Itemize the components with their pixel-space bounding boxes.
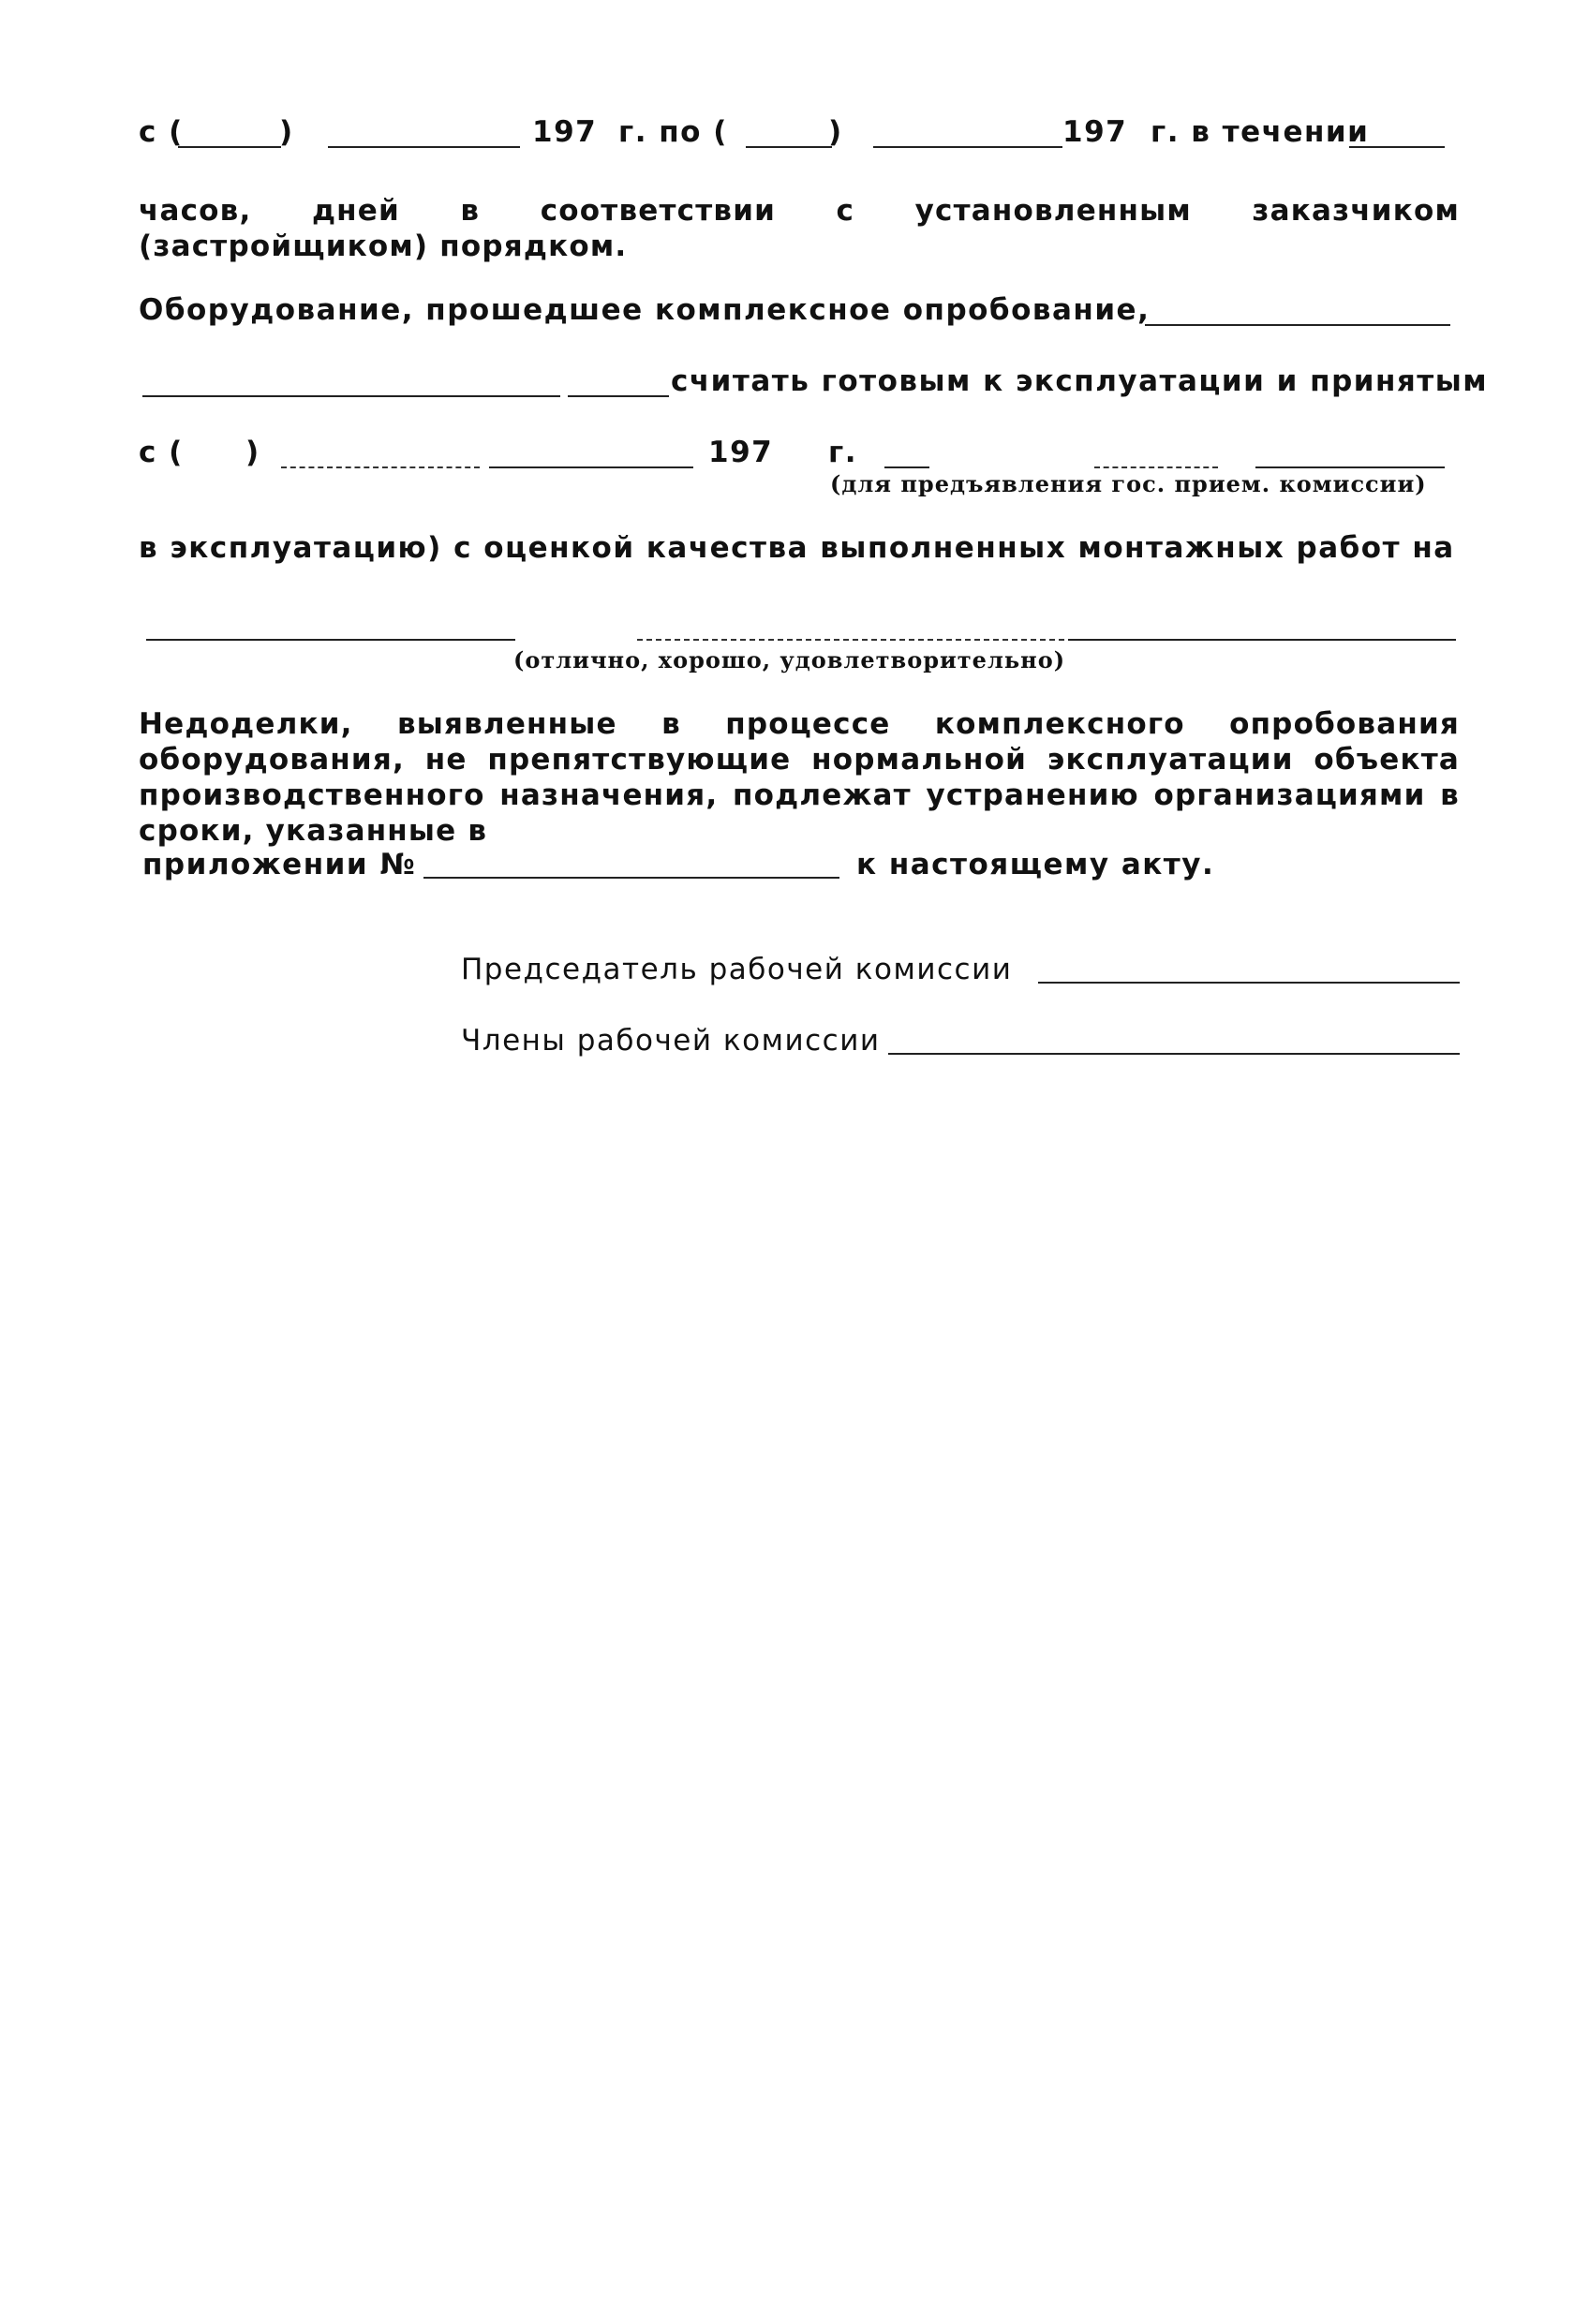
paren-close-2: ) (828, 115, 843, 149)
equipment-label: Оборудование, прошедшее комплексное опробование, (139, 293, 1151, 327)
label-c: с ( (139, 115, 184, 149)
paren-close: ) (279, 115, 294, 149)
purpose-field-1[interactable] (884, 466, 929, 468)
purpose-caption: (для предъявления гос. прием. комиссии) (830, 470, 1427, 497)
day-from-field[interactable] (178, 146, 281, 148)
purpose-field-2[interactable] (1094, 466, 1218, 468)
label-c-2: с ( (139, 436, 184, 469)
chairman-signature-field[interactable] (1038, 982, 1460, 984)
grade-field-3[interactable] (1068, 639, 1456, 641)
duration-field[interactable] (1349, 146, 1445, 148)
ready-text: считать готовым к эксплуатации и принятым (671, 364, 1489, 398)
equipment-field[interactable] (1145, 324, 1450, 326)
month-to-field[interactable] (873, 146, 1062, 148)
grade-field-2[interactable] (637, 639, 1064, 641)
operation-text: в эксплуатацию) с оценкой качества выполненных монтажных работ на (139, 531, 1455, 565)
procedure-text: часов, дней в соответствии с установленным заказчиком (застройщиком) порядком. (139, 194, 1460, 263)
chairman-label: Председатель рабочей комиссии (461, 953, 1013, 986)
equipment-name-field-2[interactable] (568, 395, 669, 397)
month-accept-field[interactable] (281, 466, 480, 468)
month-from-field[interactable] (328, 146, 520, 148)
year-accept-label: 197 (708, 436, 774, 469)
paren-close-3: ) (245, 436, 260, 469)
purpose-field-3[interactable] (1255, 466, 1445, 468)
year-to-label: 197 (1062, 115, 1128, 149)
equipment-name-field[interactable] (142, 395, 560, 397)
label-g-po: г. по ( (618, 115, 728, 149)
label-during: г. в течении (1151, 115, 1370, 149)
appendix-number-field[interactable] (423, 877, 839, 879)
defects-paragraph: Недоделки, выявленные в процессе комплексного опробования оборудования, не препятствующие нормальной эксплуатации объекта производственного назначения, подлежат устранению организациями в сроки, указанные в (139, 707, 1460, 848)
appendix-label: приложении № (142, 848, 417, 881)
members-label: Члены рабочей комиссии (461, 1024, 881, 1058)
grade-field-1[interactable] (146, 639, 515, 641)
day-to-field[interactable] (746, 146, 832, 148)
month-accept-field-2[interactable] (489, 466, 693, 468)
label-g: г. (828, 436, 857, 469)
grade-caption: (отлично, хорошо, удовлетворительно) (513, 646, 1066, 674)
members-signature-field[interactable] (888, 1053, 1460, 1055)
appendix-suffix: к настоящему акту. (856, 848, 1215, 881)
year-from-label: 197 (532, 115, 598, 149)
